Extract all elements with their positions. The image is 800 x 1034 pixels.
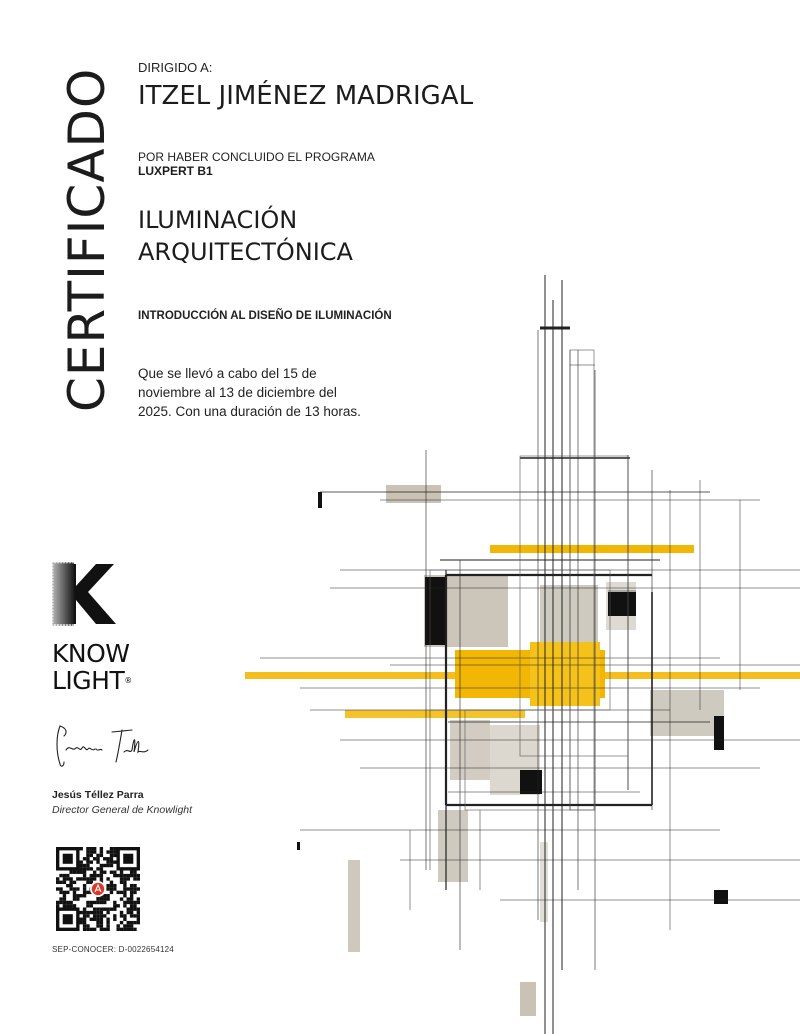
artwork-blocks xyxy=(245,485,800,1016)
qr-code[interactable] xyxy=(56,847,140,931)
addressed-label: DIRIGIDO A: xyxy=(138,60,213,75)
handwritten-signature xyxy=(52,722,162,772)
course-title-line1: ILUMINACIÓN xyxy=(138,206,298,234)
brand-logo-line1: KNOW xyxy=(52,639,130,668)
course-title-line2: ARQUITECTÓNICA xyxy=(138,238,353,266)
course-subtitle: INTRODUCCIÓN AL DISEÑO DE ILUMINACIÓN xyxy=(138,310,392,322)
architectural-artwork xyxy=(240,270,800,1034)
signer-role: Director General de Knowlight xyxy=(52,804,193,816)
description-line1: Que se llevó a cabo del 15 de xyxy=(138,366,317,381)
program-name: LUXPERT B1 xyxy=(138,164,213,178)
registered-mark: ® xyxy=(124,676,132,685)
brand-logo-line2-text: LIGHT xyxy=(52,666,125,695)
description-line3: 2025. Con una duración de 13 horas. xyxy=(138,404,361,419)
registration-number: SEP-CONOCER: D-0022654124 xyxy=(52,945,174,954)
k-halftone-icon xyxy=(52,562,118,626)
program-intro: POR HABER CONCLUIDO EL PROGRAMA xyxy=(138,150,375,164)
description-line2: noviembre al 13 de diciembre del xyxy=(138,385,337,400)
signer-name: Jesús Téllez Parra xyxy=(52,789,144,801)
brand-logo-wordmark xyxy=(52,640,132,694)
brand-logo-line2 xyxy=(52,667,132,694)
recipient-name: ITZEL JIMÉNEZ MADRIGAL xyxy=(138,81,474,111)
course-title xyxy=(138,204,353,268)
certificate-vertical-title: CERTIFICADO xyxy=(58,67,116,412)
